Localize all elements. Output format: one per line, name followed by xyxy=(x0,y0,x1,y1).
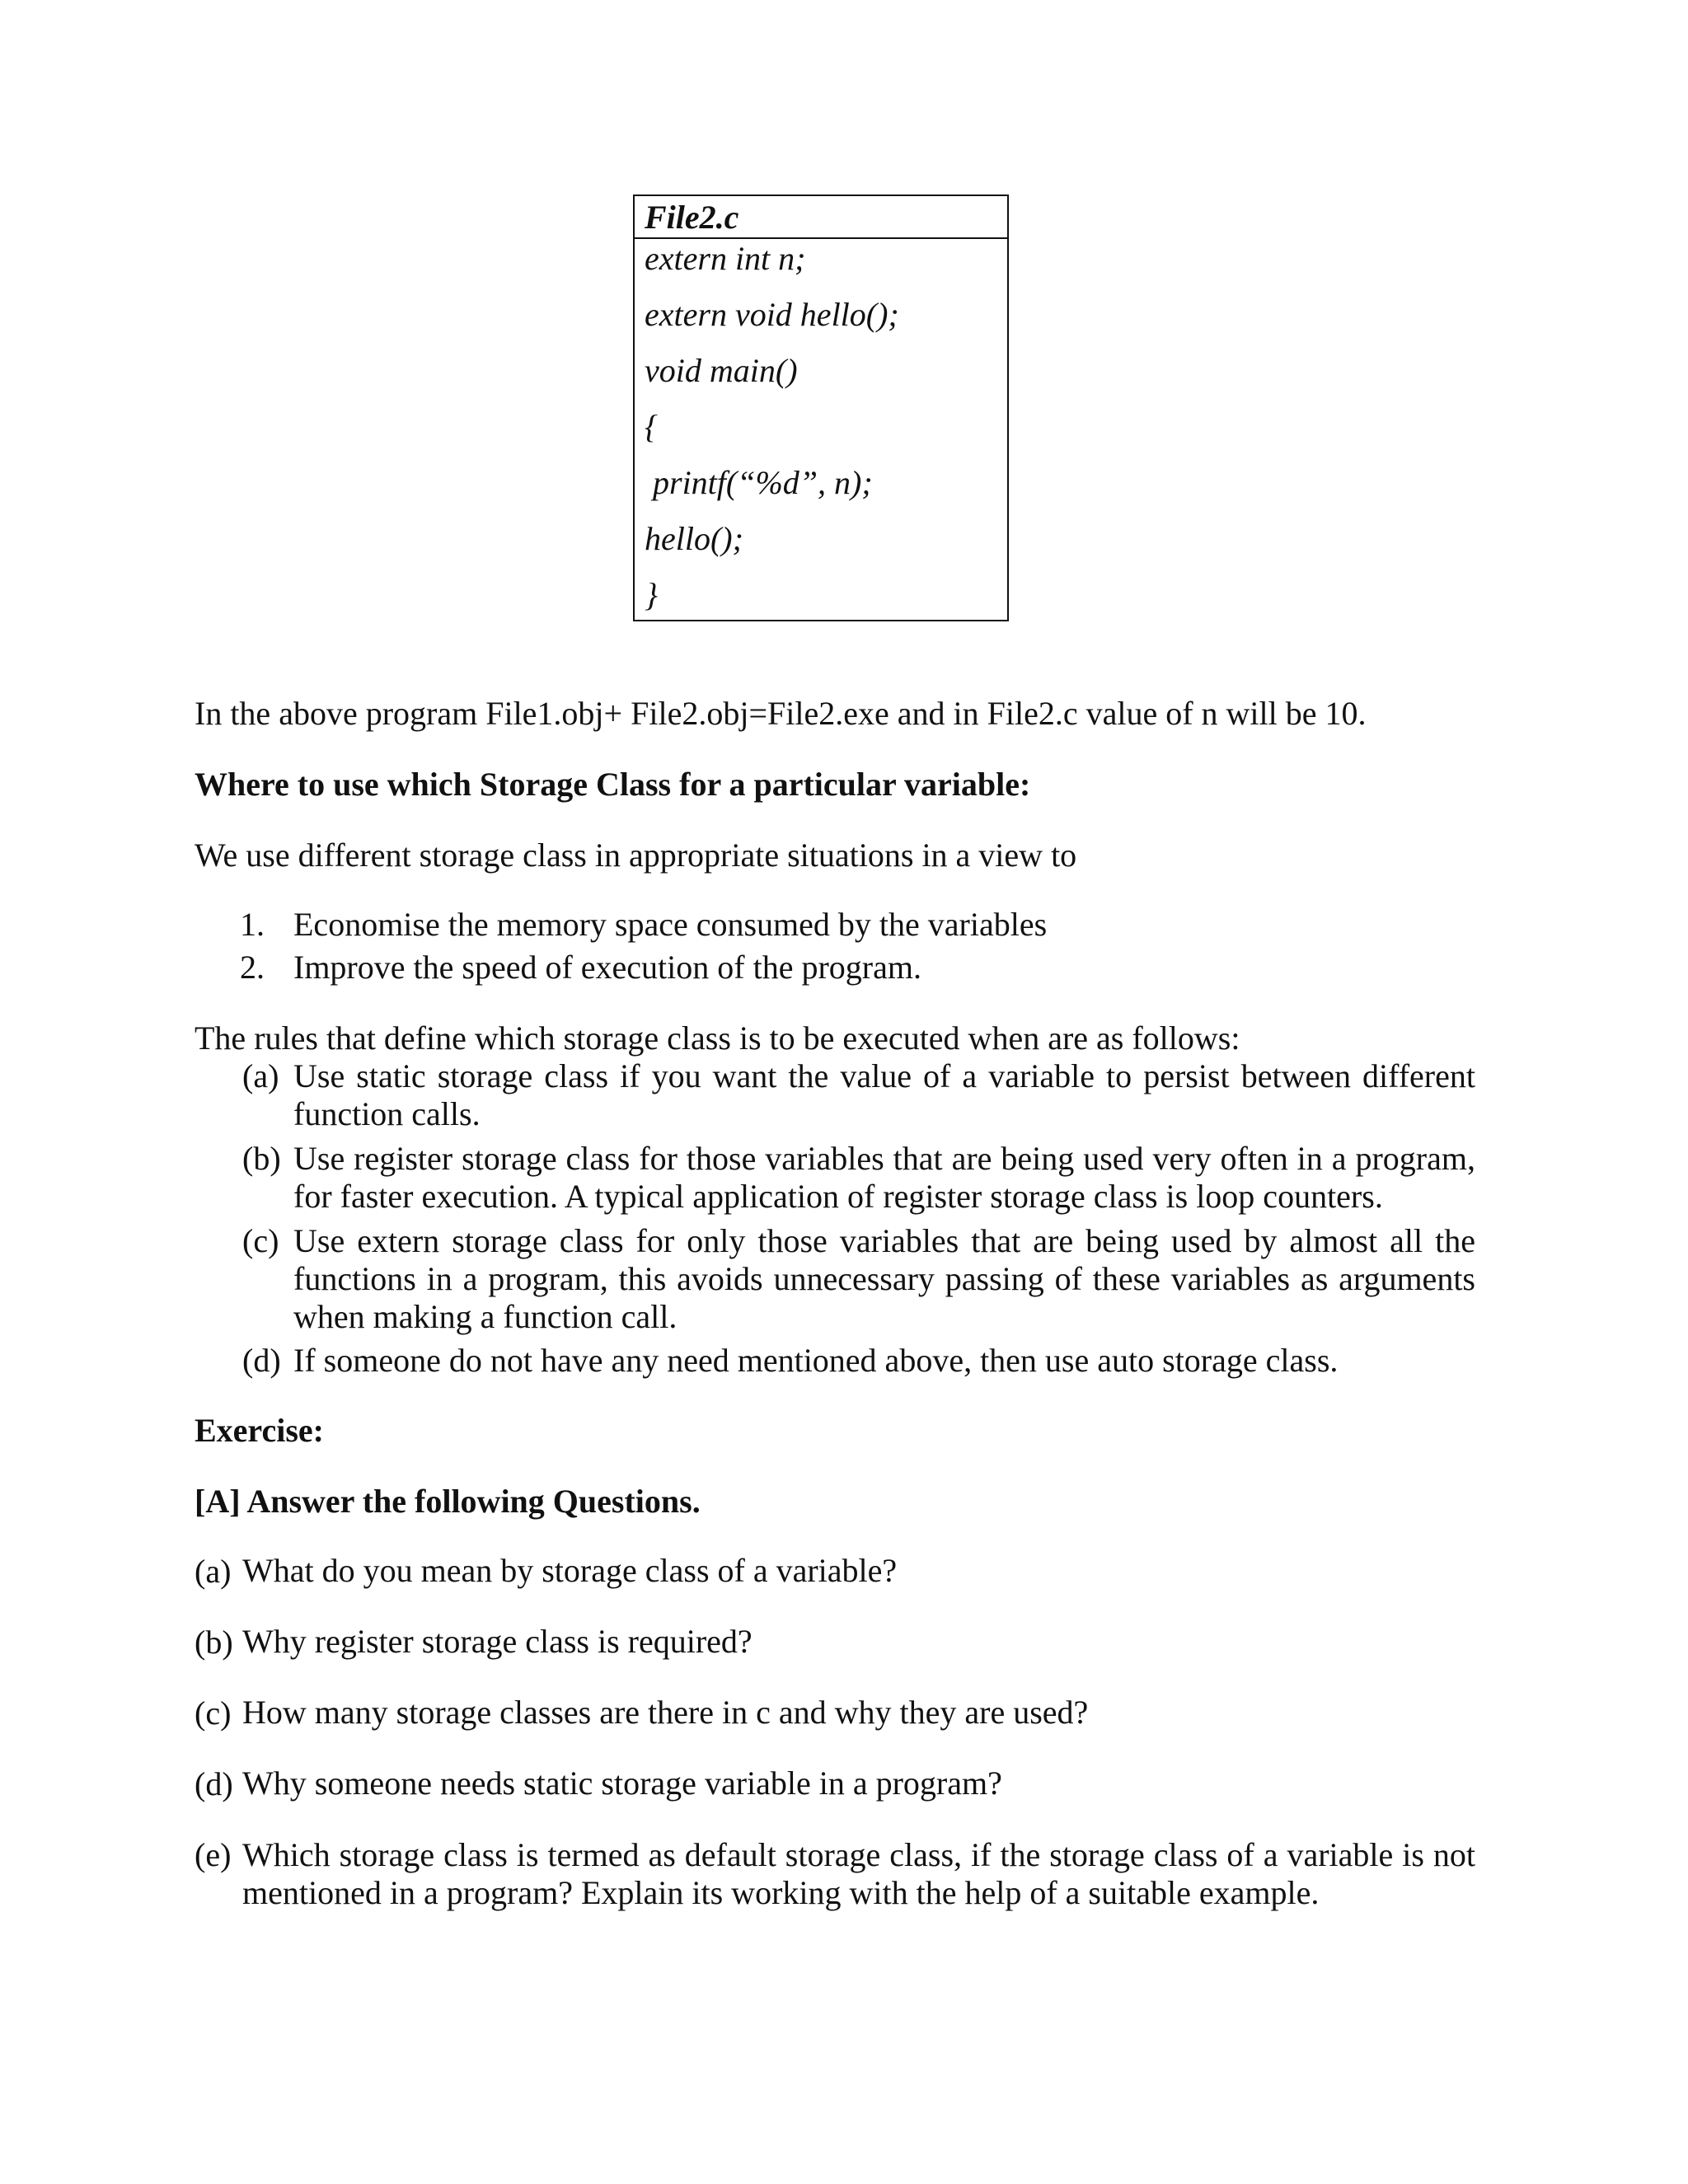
question-item: Why register storage class is required? xyxy=(242,1623,753,1660)
code-line: hello(); xyxy=(645,520,743,557)
rule-marker: (a) xyxy=(242,1057,279,1094)
question-marker: (e) xyxy=(195,1836,232,1873)
rules-intro: The rules that define which storage class is to be executed when are as follows: xyxy=(195,1019,1240,1057)
list-item: Economise the memory space consumed by the variables xyxy=(293,906,1048,943)
question-marker: (b) xyxy=(195,1624,233,1661)
section-a-heading: [A] Answer the following Questions. xyxy=(195,1483,701,1520)
code-line: extern int n; xyxy=(645,240,806,277)
heading-where-to-use: Where to use which Storage Class for a particular variable: xyxy=(195,766,1031,803)
question-marker: (d) xyxy=(195,1765,233,1802)
code-line: void main() xyxy=(645,352,798,389)
code-line: printf(“%d”, n); xyxy=(645,464,873,501)
code-box-file2 xyxy=(633,194,1009,621)
list-item: Improve the speed of execution of the program. xyxy=(293,949,921,986)
rule-item: Use extern storage class for only those variables that are being used by almost all the functions in a program, this avoids unnecessary passing of these variables as arguments when making a function call. xyxy=(293,1222,1475,1335)
question-marker: (a) xyxy=(195,1553,232,1590)
rule-marker: (b) xyxy=(242,1140,281,1177)
code-line: { xyxy=(645,408,658,445)
intro-paragraph: In the above program File1.obj+ File2.obj=File2.exe and in File2.c value of n will be 10. xyxy=(195,695,1367,732)
purpose-intro: We use different storage class in appropriate situations in a view to xyxy=(195,837,1077,874)
rule-item: Use static storage class if you want the value of a variable to persist between different function calls. xyxy=(293,1057,1475,1132)
question-item: How many storage classes are there in c and why they are used? xyxy=(242,1694,1089,1731)
rule-marker: (d) xyxy=(242,1342,281,1379)
question-item: What do you mean by storage class of a variable? xyxy=(242,1552,898,1589)
question-item: Why someone needs static storage variable in a program? xyxy=(242,1765,1002,1802)
list-marker: 1. xyxy=(240,906,265,943)
rule-item: If someone do not have any need mentioned above, then use auto storage class. xyxy=(293,1342,1339,1379)
question-item: Which storage class is termed as default storage class, if the storage class of a variable is not mentioned in a program? Explain its working with the help of a suitable example. xyxy=(242,1836,1475,1911)
list-marker: 2. xyxy=(240,949,265,986)
code-line: extern void hello(); xyxy=(645,296,899,333)
code-box-title: File2.c xyxy=(635,196,1007,239)
code-line: } xyxy=(645,576,658,613)
exercise-heading: Exercise: xyxy=(195,1412,324,1449)
question-marker: (c) xyxy=(195,1694,232,1732)
rule-item: Use register storage class for those variables that are being used very often in a program, for faster execution. A typical application of register storage class is loop counters. xyxy=(293,1140,1475,1215)
rule-marker: (c) xyxy=(242,1222,279,1259)
